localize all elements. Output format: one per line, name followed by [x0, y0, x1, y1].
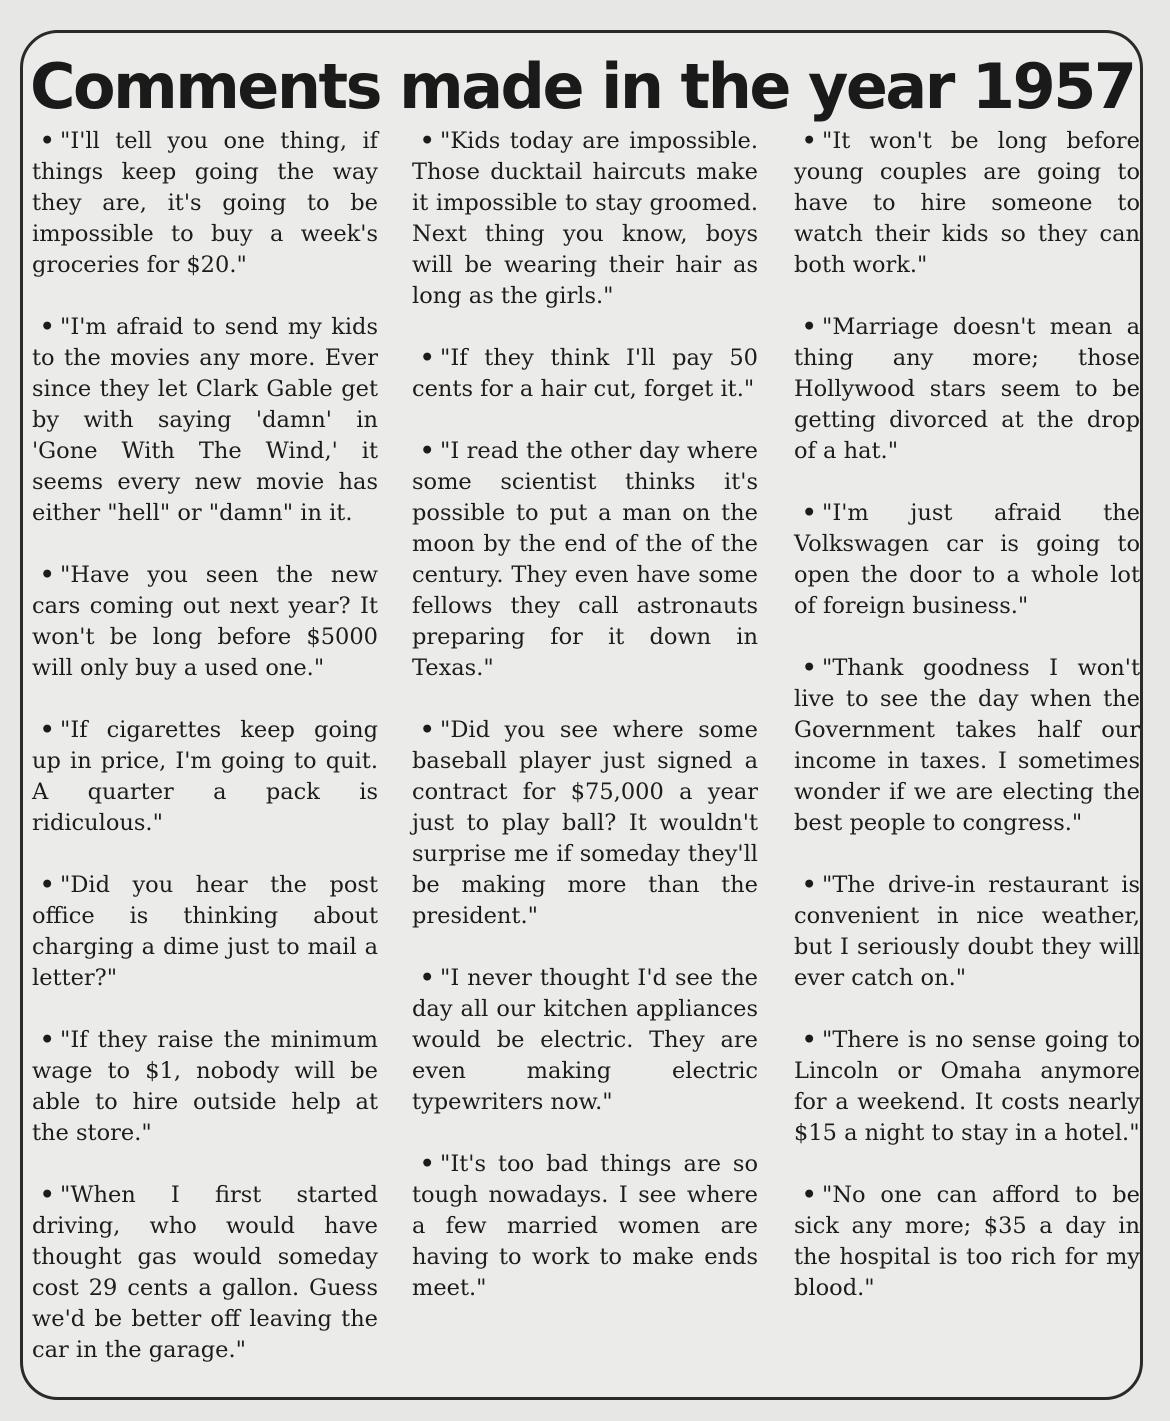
column-1 — [32, 126, 378, 1397]
bullet-icon: • — [40, 717, 55, 743]
quote-text: "I'm just afraid the Volkswagen car is going to open the door to a whole lot of foreign business." — [794, 500, 1140, 619]
bullet-icon: • — [420, 1151, 435, 1177]
bullet-icon: • — [420, 717, 435, 743]
quote-text: "When I first started driving, who would have thought gas would someday cost 29 cents a gallon. Guess we'd be better off leaving the car in the garage." — [32, 1182, 378, 1363]
quote-text: "If they raise the minimum wage to $1, nobody will be able to hire outside help at the store." — [32, 1027, 378, 1146]
quote-text: "There is no sense going to Lincoln or Omaha anymore for a weekend. It costs nearly $15 a night to stay in a hotel." — [794, 1027, 1140, 1146]
quote-text: "The drive-in restaurant is convenient in nice weather, but I seriously doubt they will ever catch on." — [794, 872, 1140, 991]
quote-text: "Kids today are impossible. Those ducktail haircuts make it impossible to stay groomed. Next thing you know, boys will be wearing their hair as long as the girls." — [412, 128, 758, 309]
bullet-icon: • — [40, 1182, 55, 1208]
quote-item — [794, 312, 1140, 467]
quote-item — [412, 1149, 758, 1304]
bullet-icon: • — [802, 1027, 817, 1053]
bullet-icon: • — [802, 500, 817, 526]
quote-item — [412, 715, 758, 932]
quote-text: "I'll tell you one thing, if things keep going the way they are, it's going to be impossible to buy a week's groceries for $20." — [32, 128, 378, 278]
quote-text: "Did you see where some baseball player just signed a contract for $75,000 a year just to play ball? It wouldn't surprise me if someday they'll be making more than the president." — [412, 717, 758, 929]
quote-item — [32, 870, 378, 994]
quote-item — [794, 653, 1140, 839]
quote-text: "It won't be long before young couples are going to have to hire someone to watch their kids so they can both work." — [794, 128, 1140, 278]
headline: Comments made in the year 1957 — [30, 50, 1135, 123]
bullet-icon: • — [802, 1182, 817, 1208]
quote-text: "Did you hear the post office is thinking about charging a dime just to mail a letter?" — [32, 872, 378, 991]
quote-item — [794, 870, 1140, 994]
quote-item — [32, 560, 378, 684]
bullet-icon: • — [420, 345, 435, 371]
quote-text: "If they think I'll pay 50 cents for a hair cut, forget it." — [412, 345, 758, 402]
bullet-icon: • — [802, 128, 817, 154]
quote-item — [412, 126, 758, 312]
quote-text: "No one can afford to be sick any more; $35 a day in the hospital is too rich for my blood." — [794, 1182, 1140, 1301]
quote-text: "Have you seen the new cars coming out next year? It won't be long before $5000 will only buy a used one." — [32, 562, 378, 681]
quote-item — [32, 126, 378, 281]
quote-text: "It's too bad things are so tough nowadays. I see where a few married women are having to work to make ends meet." — [412, 1151, 758, 1301]
quote-item — [412, 343, 758, 405]
quote-text: "Marriage doesn't mean a thing any more; those Hollywood stars seem to be getting divorced at the drop of a hat." — [794, 314, 1140, 464]
quote-item — [32, 1180, 378, 1366]
bullet-icon: • — [420, 438, 435, 464]
quote-item — [32, 715, 378, 839]
bullet-icon: • — [802, 655, 817, 681]
column-2 — [412, 126, 758, 1335]
quote-item — [794, 1180, 1140, 1304]
bullet-icon: • — [40, 872, 55, 898]
bullet-icon: • — [802, 872, 817, 898]
quote-item — [794, 126, 1140, 281]
quote-item — [794, 1025, 1140, 1149]
column-3 — [794, 126, 1140, 1335]
quote-text: "If cigarettes keep going up in price, I'm going to quit. A quarter a pack is ridiculous." — [32, 717, 378, 836]
quote-text: "I'm afraid to send my kids to the movies any more. Ever since they let Clark Gable get by with saying 'damn' in 'Gone With The Wind,' it seems every new movie has either "hell" or "damn" in it. — [32, 314, 378, 526]
bullet-icon: • — [40, 562, 55, 588]
bullet-icon: • — [420, 965, 435, 991]
quote-item — [794, 498, 1140, 622]
bullet-icon: • — [802, 314, 817, 340]
bullet-icon: • — [420, 128, 435, 154]
quote-text: "Thank goodness I won't live to see the day when the Government takes half our income in taxes. I sometimes wonder if we are electing the best people to congress." — [794, 655, 1140, 836]
bullet-icon: • — [40, 314, 55, 340]
bullet-icon: • — [40, 1027, 55, 1053]
quote-item — [412, 436, 758, 684]
quote-item — [32, 312, 378, 529]
bullet-icon: • — [40, 128, 55, 154]
quote-text: "I never thought I'd see the day all our kitchen appliances would be electric. They are even making electric typewriters now." — [412, 965, 758, 1115]
quote-text: "I read the other day where some scientist thinks it's possible to put a man on the moon by the end of the of the century. They even have some fellows they call astronauts preparing for it down in Texas." — [412, 438, 758, 681]
quote-item — [32, 1025, 378, 1149]
quote-item — [412, 963, 758, 1118]
